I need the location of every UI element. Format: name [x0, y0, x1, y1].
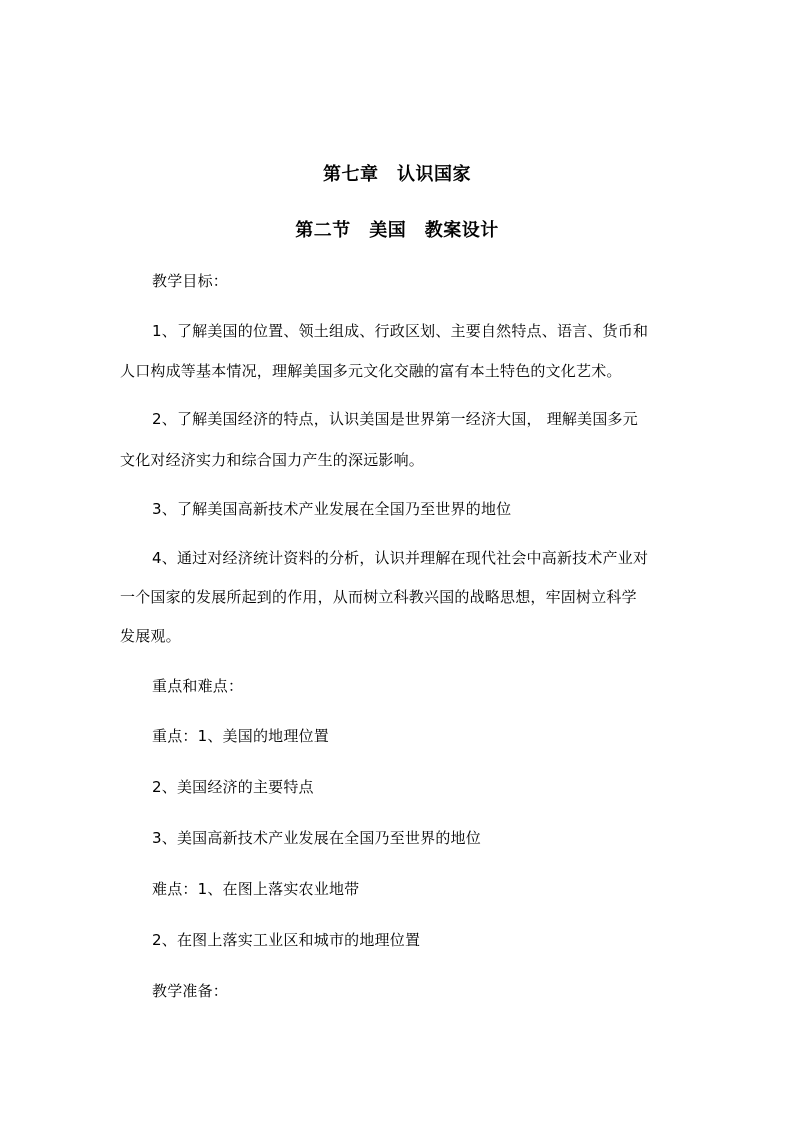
teaching-preparation-heading: 教学准备：	[152, 982, 229, 1000]
difficult-point-1: 难点：1、在图上落实农业地带	[152, 880, 360, 898]
chapter-title: 第七章 认识国家	[323, 164, 471, 185]
goal-2-line-1: 2、了解美国经济的特点，认识美国是世界第一经济大国， 理解美国多元	[152, 410, 638, 428]
goal-3: 3、了解美国高新技术产业发展在全国乃至世界的地位	[152, 500, 512, 518]
goal-4-line-2: 一个国家的发展所起到的作用，从而树立科教兴国的战略思想，牢固树立科学	[120, 588, 637, 606]
goal-1-line-1: 1、了解美国的位置、领土组成、行政区划、主要自然特点、语言、货币和	[152, 322, 649, 340]
key-point-3: 3、美国高新技术产业发展在全国乃至世界的地位	[152, 829, 481, 847]
key-and-difficult-heading: 重点和难点：	[152, 677, 244, 695]
key-point-2: 2、美国经济的主要特点	[152, 778, 314, 796]
goal-2-line-2: 文化对经济实力和综合国力产生的深远影响。	[120, 451, 425, 469]
key-point-1: 重点：1、美国的地理位置	[152, 727, 329, 745]
section-title: 第二节 美国 教案设计	[295, 220, 499, 241]
goal-4-line-3: 发展观。	[120, 627, 181, 645]
goal-1-line-2: 人口构成等基本情况，理解美国多元文化交融的富有本土特色的文化艺术。	[120, 362, 622, 380]
difficult-point-2: 2、在图上落实工业区和城市的地理位置	[152, 931, 421, 949]
teaching-goals-heading: 教学目标：	[152, 272, 229, 290]
goal-4-line-1: 4、通过对经济统计资料的分析，认识并理解在现代社会中高新技术产业对	[152, 549, 649, 567]
